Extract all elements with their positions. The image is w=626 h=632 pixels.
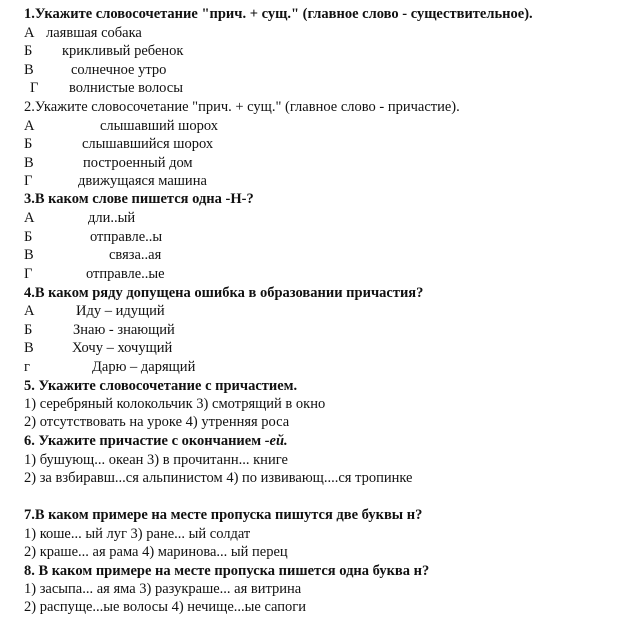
option-letter: В <box>24 62 34 78</box>
question-4 <box>24 284 423 302</box>
question-7-text: 7.В каком примере на месте пропуска пишутся две буквы н? <box>24 507 423 523</box>
option-letter: Б <box>24 229 33 245</box>
option-text: лаявшая собака <box>46 25 142 41</box>
question-1 <box>24 5 533 23</box>
question-5-text: 5. Укажите словосочетание с причастием. <box>24 378 298 394</box>
q7-line-1: 1) коше... ый луг 3) ране... ый солдат <box>24 526 251 542</box>
option-text: отправле..ые <box>86 266 165 282</box>
option-text: движущаяся машина <box>78 173 207 189</box>
option-letter: Б <box>24 322 33 338</box>
question-8 <box>24 562 429 580</box>
option-text: построенный дом <box>83 155 193 171</box>
q5-line-1: 1) серебряный колокольчик 3) смотрящий в окно <box>24 396 326 412</box>
option-text: крикливый ребенок <box>62 43 184 59</box>
question-8-text: 8. В каком примере на месте пропуска пишется одна буква н? <box>24 563 430 579</box>
option-letter: г <box>24 359 30 375</box>
option-text: отправле..ы <box>90 229 163 245</box>
q6-line-2: 2) за взбиравш...ся альпинистом 4) по извивающ....ся тропинке <box>24 470 413 486</box>
q7-line-2: 2) краше... ая рама 4) маринова... ый перец <box>24 544 288 560</box>
question-5 <box>24 377 297 395</box>
question-6 <box>24 432 288 450</box>
option-text: Иду – идущий <box>76 303 165 319</box>
option-text: связа..ая <box>109 247 162 263</box>
option-text: волнистые волосы <box>69 80 183 96</box>
question-3 <box>24 190 254 208</box>
option-letter: В <box>24 247 34 263</box>
question-2 <box>24 98 460 116</box>
option-text: слышавшийся шорох <box>82 136 214 152</box>
question-2-text: 2.Укажите словосочетание "прич. + сущ." (главное слово - причастие). <box>24 99 460 115</box>
option-letter: В <box>24 340 34 356</box>
question-6-ending: -ей. <box>264 433 288 449</box>
option-letter: Б <box>24 136 33 152</box>
option-text: Дарю – дарящий <box>92 359 196 375</box>
option-letter: Г <box>24 266 33 282</box>
q8-line-1: 1) засыпа... ая яма 3) разукраше... ая витрина <box>24 581 302 597</box>
option-letter: Б <box>24 43 33 59</box>
question-3-text: 3.В каком слове пишется одна -Н-? <box>24 191 254 207</box>
option-text: дли..ый <box>88 210 136 226</box>
question-4-text: 4.В каком ряду допущена ошибка в образовании причастия? <box>24 285 424 301</box>
q6-line-1: 1) бушующ... океан 3) в прочитанн... книге <box>24 452 288 468</box>
question-7 <box>24 506 422 524</box>
q5-line-2: 2) отсутствовать на уроке 4) утренняя роса <box>24 414 290 430</box>
option-text: Знаю - знающий <box>73 322 175 338</box>
option-letter: Г <box>30 80 39 96</box>
q8-line-2: 2) распуще...ые волосы 4) нечище...ые сапоги <box>24 599 307 615</box>
option-text: солнечное утро <box>71 62 167 78</box>
question-6-text: 6. Укажите причастие с окончанием <box>24 433 265 449</box>
option-letter: Г <box>24 173 33 189</box>
option-text: Хочу – хочущий <box>72 340 173 356</box>
option-letter: В <box>24 155 34 171</box>
option-letter: А <box>24 303 35 319</box>
option-letter: А <box>24 210 35 226</box>
question-1-text: 1.Укажите словосочетание "прич. + сущ." (главное слово - существительное). <box>24 6 533 22</box>
option-letter: А <box>24 118 35 134</box>
option-text: слышавший шорох <box>100 118 218 134</box>
option-letter: А <box>24 25 35 41</box>
